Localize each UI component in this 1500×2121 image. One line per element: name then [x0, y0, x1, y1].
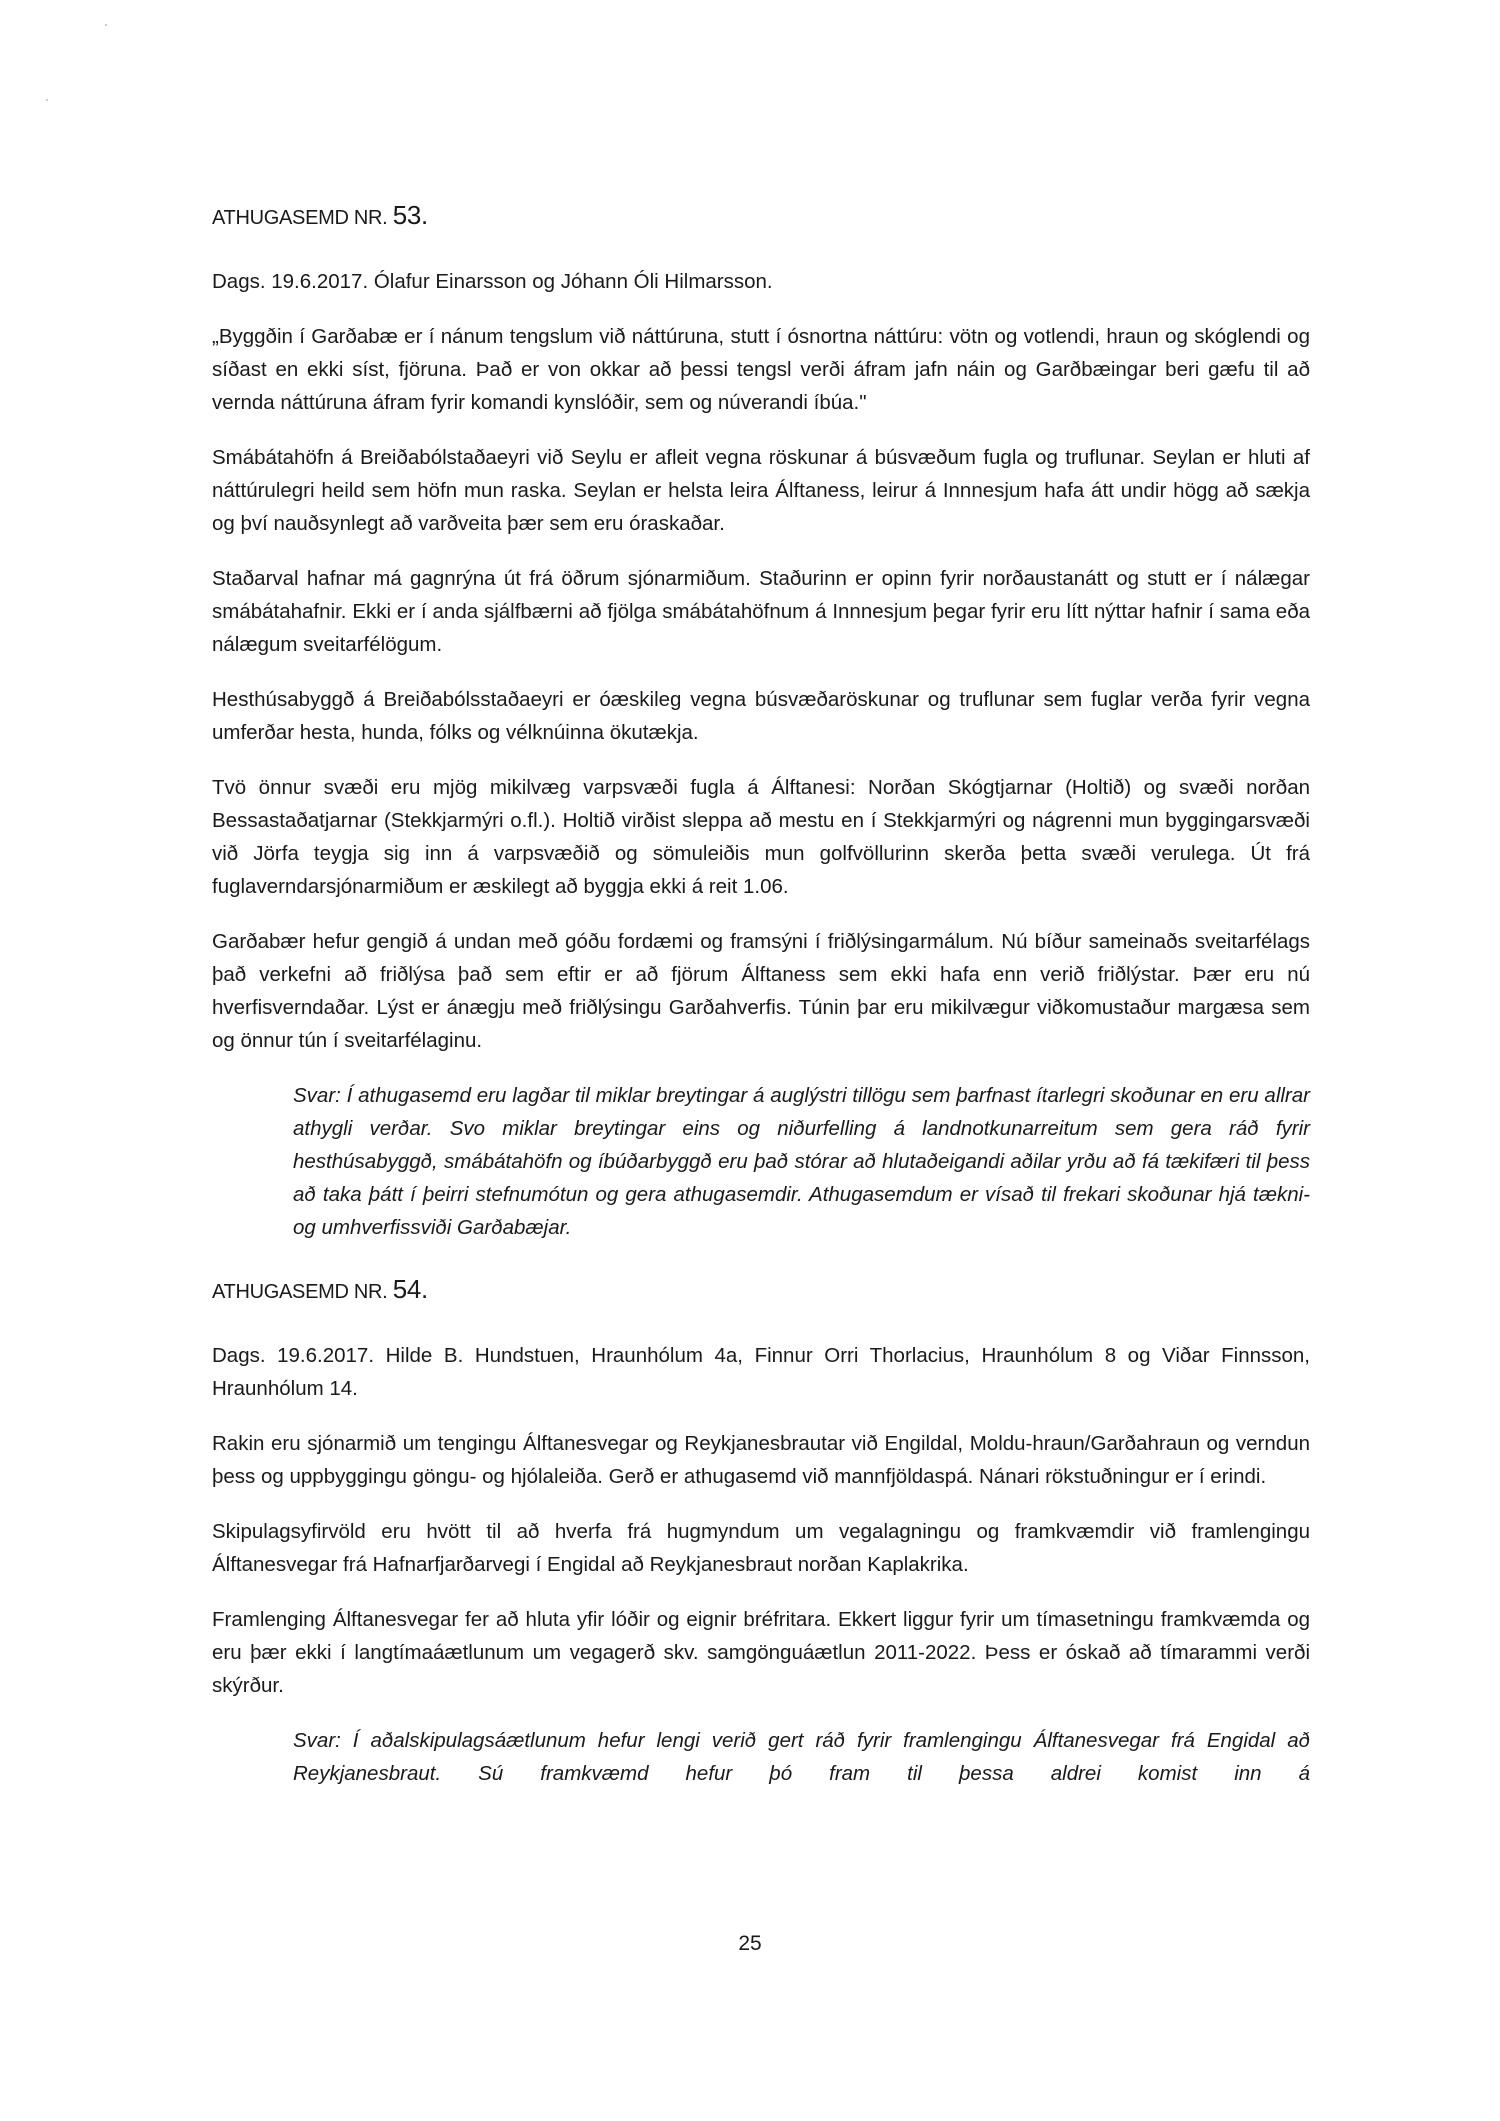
section-heading-54 — [212, 1274, 1310, 1305]
heading-number: 53. — [392, 200, 428, 230]
paragraph: Garðabær hefur gengið á undan með góðu fordæmi og framsýni í friðlýsingarmálum. Nú bíður sameinaðs sveitarfélags það verkefni að friðlýsa það sem eftir er að fjörum Álftaness sem ekki hafa enn verið friðlýstar. Þær eru nú hverfisverndaðar. Lýst er ánægju með friðlýsingu Garðahverfis. Túnin þar eru mikilvægur viðkomustaður margæsa sem og önnur tún í sveitarfélaginu. — [212, 930, 1310, 1052]
paragraph: Tvö önnur svæði eru mjög mikilvæg varpsvæði fugla á Álftanesi: Norðan Skógtjarnar (Holtið) og svæði norðan Bessastaðatjarnar (Stekkjarmýri o.fl.). Holtið virðist sleppa að mestu en í Stekkjarmýri og nágrenni mun byggingarsvæði við Jörfa teygja sig inn á varpsvæðið og sömuleiðis mun golfvöllurinn skerða þetta svæði verulega. Út frá fuglaverndarsjónarmiðum er æskilegt að byggja ekki á reit 1.06. — [212, 776, 1310, 898]
date-line: Dags. 19.6.2017. Hilde B. Hundstuen, Hraunhólum 4a, Finnur Orri Thorlacius, Hraunhólum 8 og Viðar Finnsson, Hraunhólum 14. — [212, 1344, 1310, 1400]
heading-label: ATHUGASEMD NR. — [212, 1281, 393, 1303]
date-line: Dags. 19.6.2017. Ólafur Einarsson og Jóhann Óli Hilmarsson. — [212, 270, 773, 293]
paragraph: Smábátahöfn á Breiðabólstaðaeyri við Seylu er afleit vegna röskunar á búsvæðum fugla og truflunar. Seylan er hluti af náttúrulegri heild sem höfn mun raska. Seylan er helsta leira Álftaness, leirur á Innnesjum hafa átt undir högg að sækja og því nauðsynlegt að varðveita þær sem eru óraskaðar. — [212, 446, 1310, 535]
paragraph: Staðarval hafnar má gagnrýna út frá öðrum sjónarmiðum. Staðurinn er opinn fyrir norðaustanátt og stutt er í nálægar smábátahafnir. Ekki er í anda sjálfbærni að fjölga smábátahöfnum á Innnesjum þegar fyrir eru lítt nýttar hafnir í sama eða nálægum sveitarfélögum. — [212, 567, 1310, 656]
answer-paragraph: Svar: Í aðalskipulagsáætlunum hefur lengi verið gert ráð fyrir framlengingu Álftanesvegar frá Engidal að Reykjanesbraut. Sú framkvæmd hefur þó fram til þessa aldrei komist inn á — [293, 1729, 1310, 1785]
document-page — [212, 200, 1310, 1812]
paragraph: Rakin eru sjónarmið um tengingu Álftanesvegar og Reykjanesbrautar við Engildal, Moldu-hraun/Garðahraun og verndun þess og uppbyggingu göngu- og hjólaleiða. Gerð er athugasemd við mannfjöldaspá. Nánari rökstuðningur er í erindi. — [212, 1432, 1310, 1488]
heading-label: ATHUGASEMD NR. — [212, 207, 393, 229]
page-number: 25 — [738, 1932, 762, 1955]
section-heading-53 — [212, 200, 1310, 231]
answer-paragraph: Svar: Í athugasemd eru lagðar til miklar breytingar á auglýstri tillögu sem þarfnast ítarlegri skoðunar en eru allrar athygli verðar. Svo miklar breytingar eins og niðurfelling á landnotkunarreitum sem gera ráð fyrir hesthúsabyggð, smábátahöfn og íbúðarbyggð eru það stórar að hlutaðeigandi aðilar yrðu að fá tækifæri til þess að taka þátt í þeirri stefnumótun og gera athugasemdir. Athugasemdum er vísað til frekari skoðunar hjá tækni-og umhverfissviði Garðabæjar. — [293, 1084, 1310, 1239]
paragraph: Framlenging Álftanesvegar fer að hluta yfir lóðir og eignir bréfritara. Ekkert liggur fyrir um tímasetningu framkvæmda og eru þær ekki í langtímaáætlunum um vegagerð skv. samgönguáætlun 2011-2022. Þess er óskað að tímarammi verði skýrður. — [212, 1608, 1310, 1697]
paragraph: Hesthúsabyggð á Breiðabólsstaðaeyri er óæskileg vegna búsvæðaröskunar og truflunar sem fuglar verða fyrir vegna umferðar hesta, hunda, fólks og vélknúinna ökutækja. — [212, 688, 1310, 744]
scan-speck — [46, 99, 48, 101]
heading-number: 54. — [392, 1274, 428, 1304]
paragraph: Skipulagsyfirvöld eru hvött til að hverfa frá hugmyndum um vegalagningu og framkvæmdir við framlengingu Álftanesvegar frá Hafnarfjarðarvegi í Engidal að Reykjanesbraut norðan Kaplakrika. — [212, 1520, 1310, 1576]
scan-speck — [105, 24, 107, 26]
paragraph: „Byggðin í Garðabæ er í nánum tengslum við náttúruna, stutt í ósnortna náttúru: vötn og votlendi, hraun og skóglendi og síðast en ekki síst, fjöruna. Það er von okkar að þessi tengsl verði áfram jafn náin og Garðbæingar beri gæfu til að vernda náttúruna áfram fyrir komandi kynslóðir, sem og núverandi íbúa." — [212, 325, 1310, 414]
